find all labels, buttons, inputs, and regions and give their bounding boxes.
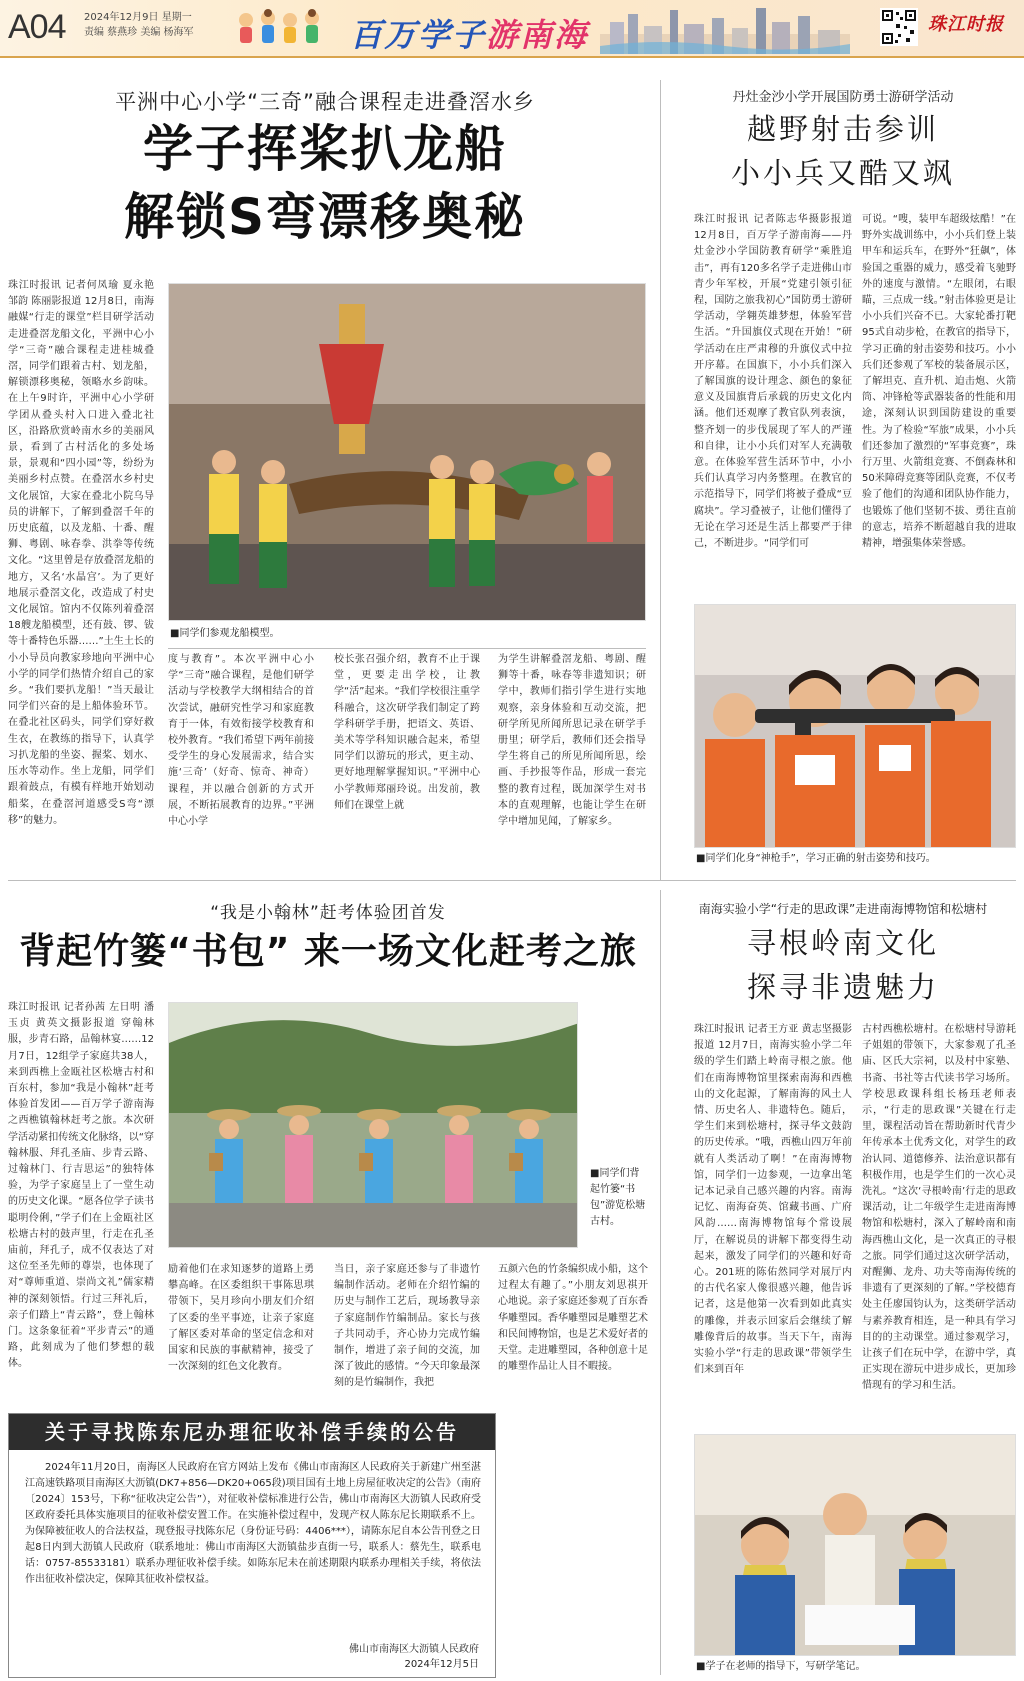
article4-photo-caption: ■学子在老师的指导下，写研学笔记。: [696, 1661, 866, 1672]
article2-photo-caption: ■同学们化身“神枪手”，学习正确的射击姿势和技巧。: [696, 853, 936, 864]
article1-headline-line2: 解锁S弯漂移奥秘: [123, 188, 526, 246]
masthead: [0, 0, 1024, 58]
notice-body: 2024年11月20日，南海区人民政府在官方网站上发布《佛山市南海区人民政府关于新建广州至湛江高速铁路项目南海区大沥镇(DK7+856—DK20+065段)项目国有土地上房屋征收决定的公告》（南府〔2024〕153号，下称“征收决定公告”），对征收补偿标准进行公告，佛山市南海区大沥镇人民政府受区政府委托具体实施项目的征收补偿安置工作。在实施补偿过程中，发现产权人陈东尼长期联系不上。为保障被征收人的合法权益，现登报寻找陈东尼（身份证号码：4406***），请陈东尼自本公告刊登之日起8日内到大沥镇人民政府（联系地址：佛山市南海区大沥镇盐步直街一号，联系人：蔡先生，联系电话：0757-85533181）联系办理征收补偿手续。如陈东尼未在前述期限内联系办理相关手续，将依法作出征收补偿决定，保障其征收补偿权益。: [25, 1462, 481, 1585]
column-divider-right: [660, 80, 661, 880]
article4-kicker: 南海实验小学“行走的思政课”走进南海博物馆和松塘村: [698, 902, 988, 916]
article1-photo-dragon-boat-model: [168, 283, 646, 621]
article3-column-3: 当日，亲子家庭还参与了非遗竹编制作活动。老师在介绍竹编的历史与制作工艺后，现场教导亲子家庭制作竹编制品。家长与孩子共同动手，齐心协力完成竹编制作，增进了亲子间的交流，加深了彼此的感情。“今天印象最深刻的是竹编制作，我把: [334, 1264, 480, 1389]
article3-headline: 背起竹篓“书包” 来一场文化赶考之旅: [19, 931, 637, 972]
article1-column-2: 度与教育”。本次平洲中心小学“三奇”融合课程，是他们研学活动与学校教学大纲相结合的首次尝试，融研究性学习和家庭教育于一体，有效衔接学校教育和校外教育。“我们希望下两年前接受学生的身心发展需求，结合实施‘三奇’（好奇、惊奇、神奇）课程，并以融合创新的方式开展，不断拓展教育的边界。”平洲中心小学: [168, 654, 314, 828]
article3-photo-bamboo-basket-tour: [168, 1002, 578, 1248]
article1-kicker: 平洲中心小学“三奇”融合课程走进叠滘水乡: [115, 90, 535, 114]
article1-column-3: 校长张召强介绍，教育不止于课堂，更要走出学校，让教学“活”起来。“我们学校很注重学科融合，这次研学我们制定了跨学科研学手册，把语文、英语、美术等学科知识融合起来，希望同学们以游玩的形式，更主动、更好地理解掌握知识。”平洲中心小学教师郑丽玲说。出发前，教师们在课堂上就: [334, 654, 480, 811]
students-writing-notes-image: [695, 1435, 1016, 1656]
notice-title: 关于寻找陈东尼办理征收补偿手续的公告: [9, 1414, 495, 1450]
column-title-part2: 游南海: [486, 16, 589, 54]
column-divider-lower-right: [660, 890, 661, 1675]
article4-column-2: 古村西樵松塘村。在松塘村导游耗子姐姐的带领下，大家参观了孔圣庙、区氏大宗祠，以及村中家塾、书斋、书社等古代读书学习场所。学校思政课科组长杨珏老师表示，“行走的思政课”关键在行走里，课程活动旨在帮助新时代青少年传承本土优秀文化，对学生的政治认同、道德修养、法治意识都有积极作用，也是学生们的一次心灵洗礼。“这次‘寻根岭南’行走的思政课活动，让二年级学生走进南海博物馆和松塘村，深入了解岭南和南海西樵山文化，是一次真正的寻根之旅。同学们通过这次研学活动，对醒狮、龙舟、功夫等南海传统的非遗有了更深刻的了解。”学校德育处主任廖国钧认为，这类研学活动与素养教育相连，是一种具有学习目的的主动课堂。通过参观学习，让孩子们在玩中学，在游中学，真正实现在游玩中进步成长，更加珍惜现有的学习和生活。: [862, 1024, 1016, 1392]
notice-signer: 佛山市南海区大沥镇人民政府: [349, 1644, 479, 1655]
article1-headline-line1: 学子挥桨扒龙船: [143, 120, 507, 178]
notice-date: 2024年12月5日: [404, 1659, 479, 1670]
article4-photo-study-notes: [694, 1434, 1016, 1656]
article1-column-4: 为学生讲解叠滘龙船、粤剧、醒狮等十番，咏春等非遗知识；研学中，教师们指引学生进行实地观察，亲身体验和互动交流，把研学所见所闻所思记录在研学手册里；研学后，教师们还会指导学生将自己的所见所闻所思，绘画、手抄报等作品，形成一套完整的教育过程，既加深学生对书本的直观理解，也能让学生在研学中增加见闻，了解家乡。: [498, 654, 646, 828]
article3-kicker: “我是小翰林”赶考体验团首发: [210, 903, 446, 923]
page-number: A04: [8, 8, 66, 46]
article2-kicker: 丹灶金沙小学开展国防勇士游研学活动: [732, 90, 954, 105]
article2-body-right: 可说。“嗖，装甲车超级炫酷！”在野外实战训练中，小小兵们登上装甲车和运兵车，在野外“狂飙”，体验国之重器的威力，感受着飞驰野外的速度与激情。“左眼闭，右眼瞄，三点成一线。”射击体验更是让小小兵们兴奋不已。大家轮番打靶95式自动步枪，在教官的指导下，学习正确的射击姿势和技巧。小小兵们还参观了军校的装备展示区，了解坦克、直升机、迫击炮、火箭筒、冲锋枪等武器装备的性能和用途，深刻认识到国防建设的重要性。为了检验“军旅”成果，小小兵们还参加了激烈的“军事竞赛”，珠行万里、火箭组竞赛、不倒森林和50米障碍竞赛等团队竞赛，不仅考验了他们的沟通和团队协作能力，也锻炼了他们坚韧不拔、勇往直前的意志，培养不断超越自我的进取精神，增强集体荣誉感。: [862, 214, 1016, 550]
article3-column-4: 五颜六色的竹条编织成小船，这个过程太有趣了。”小朋友刘思祺开心地说。亲子家庭还参观了百东香华雕塑园。香华雕塑园是雕塑艺术和民间博物馆，也是艺术爱好者的天堂。走进雕塑园，各种创意十足的雕塑作品让人目不暇接。: [498, 1264, 648, 1373]
dragon-boat-exhibit-image: [169, 284, 646, 621]
article2-headline-line1: 越野射击参训: [746, 112, 939, 146]
notice-signature: [349, 1642, 479, 1672]
article3-column-2: 励着他们在求知逐梦的道路上勇攀高峰。在区委组织干事陈思琪带领下，吴月珍向小朋友们介绍了区委的坐平事迹，让亲子家庭了解区委对革命的坚定信念和对国家和民族的事献精神，接受了一次深刻的红色文化教育。: [168, 1264, 314, 1373]
city-skyline-icon: [600, 4, 850, 54]
article4-headline-line2: 探寻非遗魅力: [746, 970, 939, 1004]
section-divider: [8, 880, 1016, 881]
article3-photo-caption: ■同学们背起竹篓“书包”游览松塘古村。: [590, 1168, 646, 1227]
kids-illustration-icon: [232, 6, 332, 50]
editors-line: 责编 蔡燕珍 美编 杨海军: [84, 27, 194, 38]
article2-photo-shooting-practice: [694, 604, 1016, 848]
article2-headline-line2: 小小兵又酷又飒: [730, 156, 955, 190]
qr-code-icon: [880, 8, 918, 46]
column-title-part1: 百万学子: [350, 16, 487, 54]
article1-lead-column: 珠江时报讯 记者何凤瑜 夏永艳 邹韵 陈丽影报道 12月8日，南海融媒“行走的课堂”栏目研学活动走进叠滘龙船文化，平洲中心小学“三奇”融合课程走进桂城叠滘，同学们跟着古村、划龙船，解锁漂移奥秘，领略水乡韵味。在上午9时许，平洲中心小学研学团从叠头村入口进入叠北社区，沿路欣赏岭南水乡的美丽风景，看到了古村活化的多处场景，景观和“四小园”等，纷纷为美丽乡村点赞。在叠滘水乡村史文化展馆，大家在叠北小院乌导员的讲解下，了解到叠滘千年的历史底蕴，以及龙船、十番、醒狮、粤剧、咏春拳、洪拳等传统文化。“这里曾是存放叠滘龙船的地方，又名‘水晶宫’。为了更好地展示叠滘文化，改造成了村史文化展馆。馆内不仅陈列着叠滘18艘龙船模型，还有鼓、锣、钹等十番特色乐器……”土生土长的小小导员向教家珍地向平洲中心小学的同学们热情介绍自己的家乡。“我们要扒龙船！”当天最让同学们兴奋的是上船体验环节。在叠北社区码头，同学们穿好救生衣，在教练的指导下，认真学习扒龙船的坐姿、握桨、划水、压水等动作。坐上龙船，同学们跟着鼓点，有模有样地开始划动船桨，在叠滘河道感受S弯“漂移”的魅力。: [8, 280, 154, 826]
article4-headline-line1: 寻根岭南文化: [746, 926, 939, 960]
article3-lead-column: 珠江时报讯 记者孙茜 左日明 潘玉贞 黄英文摄影报道 穿翰林服，步青石路，品翰林宴……12月7日，12组学子家庭共38人，来到西樵上金瓯社区松塘古村和百东村，参加“我是小翰林”赶考体验首发团——百万学子游南海之西樵镇翰林赶考之旅。本次研学活动紧扣传统文化脉络，以“穿翰林服、拜孔圣庙、步青云路、过翰林门、行吉思运”的独特体验，为学子家庭呈上了一堂生动的历史文化课。“愿各位学子读书聪明伶俐，”学子们在上金瓯社区松塘古村的鼓声里，行走在孔圣庙前，拜孔子，成不仅表达了对这位至圣先师的尊崇，也体现了对“尊师重道、崇尚文礼”儒家精神的深刻领悟。行过三拜礼后，亲子们踏上“青云路”，登上翰林门。这条象征着“平步青云”的通路，此刻成为了他们梦想的载体。: [8, 1002, 154, 1370]
article4-column-1: 珠江时报讯 记者王方亚 黄志坚摄影报道 12月7日，南海实验小学二年级的学生们踏上岭南寻根之旅。他们在南海博物馆里探索南海和西樵山的文化起源，了解南海的风土人情、历史名人、非遗特色。随后，学生们来到松塘村，探寻华文鼓韵的历史传承。“哦，西樵山四万年前就有人类活动了啊！”在南海博物馆，同学们一边参观，一边拿出笔记本记录自己感兴趣的内容。南海记忆、南海奋英、馆藏书画、广府风韵……南海博物馆每个常设展厅，在解说员的讲解下都变得生动起来，激发了同学们的兴趣和好奇心。201班的陈佑然同学对展厅内的古代名家人像很感兴趣，他告诉记者，这是他第一次看到如此真实的雕像，并表示回家后会继续了解雕像背后的故事。当天下午，南海实验小学“行走的思政课”带领学生们来到百年: [694, 1024, 852, 1376]
paper-name-logo: 珠江时报: [928, 14, 1004, 35]
shooting-practice-image: [695, 605, 1016, 848]
article2-body-left: 珠江时报讯 记者陈志华摄影报道 12月8日，百万学子游南海——丹灶金沙小学国防教育研学“乘胜追击”，再有120多名学子走进佛山市青少年军校，开展“党建引领引征程，国防之旅我初心”国防勇士游研学活动，学翱英雄梦想，体验军营生活。“升国旗仪式现在开始！”研学活动在庄严肃穆的升旗仪式中拉开序幕。在国旗下，小小兵们深入了解国旗的设计理念、颜色的象征意义及国旗背后承载的历史文化内涵。他们还观摩了教官队列表演，整齐划一的步伐展现了军人的严谨和自律，让小小兵们对军人充满敬意。在体验军营生活环节中，小小兵们认真学习内务整理。在教官的示范指导下，同学们将被子叠成“豆腐块”。学习叠被子，让他们懂得了无论在学习还是生活上都要严于律己，不断进步。“同学们可: [694, 214, 852, 550]
article1-photo-caption: ■同学们参观龙船模型。: [170, 628, 280, 639]
article1-divider: [168, 648, 646, 649]
village-tour-image: [169, 1003, 578, 1248]
masthead-meta: [84, 10, 194, 40]
column-title: [350, 10, 588, 56]
issue-date: 2024年12月9日 星期一: [84, 12, 192, 23]
public-notice-box: [8, 1413, 496, 1678]
